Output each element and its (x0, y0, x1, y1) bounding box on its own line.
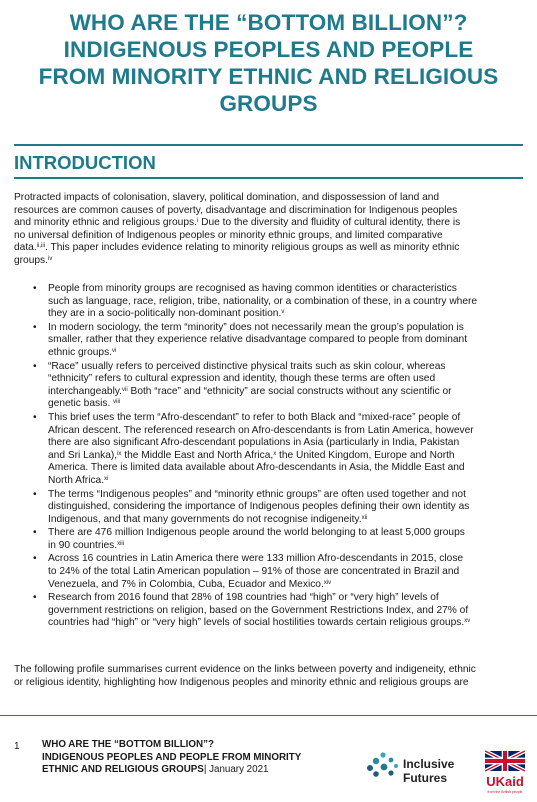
document-title (0, 9, 537, 117)
footnote-ref: viii (113, 399, 121, 406)
section-heading: INTRODUCTION (14, 152, 156, 173)
text-line: distinguished, considering the importance of Indigenous peoples defining their own identity as (48, 501, 470, 513)
union-flag-icon (485, 748, 525, 774)
ukaid-wordmark: UKaid (486, 774, 524, 789)
footnote-ref: xiv (323, 579, 332, 586)
bullet-item (14, 322, 523, 360)
text-line (48, 540, 523, 553)
text-span: Due to the diversity and fluidity of cultural identity, there is (198, 217, 461, 229)
text-line: resources are common causes of poverty, disadvantage and discrimination for Indigenous peoples (14, 204, 458, 216)
wordmark-line: Futures (403, 771, 448, 785)
text-line: The terms “Indigenous peoples” and “minority ethnic groups” are often used together and not (48, 488, 466, 500)
text-line (48, 617, 523, 630)
text-line: African descent. The referenced research on Afro-descendants is from Latin America, however (48, 424, 474, 436)
title-line: GROUPS (219, 91, 318, 116)
text-span: North Africa. (48, 474, 105, 486)
heading-rule-bottom (14, 177, 523, 179)
text-span: genetic basis. (48, 398, 114, 410)
text-line: This brief uses the term “Afro-descendant” to refer to both Black and “mixed-race” people of (48, 411, 461, 423)
text-span: Both “race” and “ethnicity” are social constructs without any scientific or (127, 385, 452, 397)
text-span: in 90 countries. (48, 539, 118, 551)
footnote-ref: ix (117, 450, 122, 457)
text-line (14, 242, 523, 255)
footer-line (42, 764, 301, 777)
footnote-ref: ii,iii (36, 243, 46, 250)
footnote-ref: vi (112, 347, 117, 354)
footnote-ref: iv (47, 255, 53, 262)
bullet-dot: • (33, 527, 37, 539)
bullet-dot: • (33, 321, 37, 333)
footer-date: | January 2021 (203, 764, 269, 775)
ukaid-tagline: from the British people (487, 790, 523, 794)
text-line: Across 16 countries in Latin America there were 133 million Afro-descendants in 2015, close (48, 553, 464, 565)
footer-rule (0, 715, 537, 716)
bullet-item (14, 489, 523, 527)
text-line (14, 255, 523, 268)
text-line (48, 347, 523, 360)
footnote-ref: x (273, 450, 277, 457)
text-line (48, 450, 523, 463)
text-span: ethnic groups. (48, 346, 112, 358)
text-line: no universal definition of Indigenous peoples or minority ethnic groups, and limited comparative (14, 229, 443, 241)
wordmark-line: Inclusive (403, 757, 455, 771)
footer-span: ETHNIC AND RELIGIOUS GROUPS (42, 764, 204, 775)
bullet-item (14, 553, 523, 591)
footnote-ref: i (196, 218, 199, 225)
footnote-ref: v (281, 309, 285, 316)
text-line (48, 386, 523, 399)
text-line (48, 398, 523, 411)
text-span: countries had “high” or “very high” levels of social hostilities towards certain religious groups. (48, 617, 465, 629)
footer-title (42, 739, 301, 777)
page-number: 1 (14, 741, 20, 752)
bullet-dot: • (33, 360, 37, 372)
text-line: there are also significant Afro-descendant populations in Asia (particularly in India, Pakistan (48, 437, 460, 449)
bullet-item (14, 592, 523, 630)
title-line: FROM MINORITY ETHNIC AND RELIGIOUS (38, 64, 499, 89)
text-line: In modern sociology, the term “minority” does not necessarily mean the group’s population is (48, 321, 464, 333)
footer-line: WHO ARE THE “BOTTOM BILLION”? (42, 739, 214, 750)
footer-line: INDIGENOUS PEOPLES AND PEOPLE FROM MINORITY (42, 751, 302, 763)
bullet-list (14, 283, 523, 631)
text-line (14, 217, 523, 230)
bullet-item (14, 283, 523, 321)
text-span: and Sri Lanka), (48, 449, 118, 461)
footnote-ref: xiii (117, 540, 125, 547)
text-line: Research from 2016 found that 28% of 198 countries had “high” or “very high” levels of (48, 592, 439, 604)
bullet-item (14, 361, 523, 411)
text-line: such as language, race, religion, tribe, nationality, or a combination of these, in a country where (48, 295, 478, 307)
bullet-dot: • (33, 488, 37, 500)
text-line: There are 476 million Indigenous people around the world belonging to at least 5,000 groups (48, 527, 465, 539)
text-span: Indigenous, and that many governments do not recognise indigeneity. (48, 513, 362, 525)
footnote-ref: xi (104, 475, 109, 482)
text-span: the Middle East and North Africa, (121, 449, 274, 461)
text-line (48, 475, 523, 488)
inclusive-futures-logo-icon (364, 748, 400, 782)
text-span: data. (14, 242, 37, 254)
bullet-dot: • (33, 553, 37, 565)
text-line: to 24% of the total Latin American population – 91% of those are concentrated in Brazil and (48, 566, 460, 578)
text-line: “Race” usually refers to perceived distinctive physical traits such as skin colour, whereas (48, 360, 446, 372)
text-line (48, 308, 523, 321)
text-span: they are in a socio-politically non-dominant position. (48, 308, 282, 320)
bullet-item (14, 527, 523, 552)
text-line (48, 579, 523, 592)
text-span: Venezuela, and 7% in Colombia, Cuba, Ecuador and Mexico. (48, 578, 324, 590)
text-line: America. There is limited data available about Afro-descendants in Asia, the Middle East and (48, 462, 465, 474)
footnote-ref: xv (464, 618, 471, 625)
title-line: WHO ARE THE “BOTTOM BILLION”? (69, 10, 468, 35)
text-line (48, 514, 523, 527)
bullet-dot: • (33, 592, 37, 604)
text-span: and minority ethnic and religious groups. (14, 217, 197, 229)
bullet-dot: • (33, 283, 37, 294)
bullet-item (14, 412, 523, 488)
text-line: Protracted impacts of colonisation, slavery, political domination, and dispossession of land and (14, 192, 440, 203)
inclusive-futures-wordmark (403, 757, 454, 785)
text-span: the United Kingdom, Europe and North (276, 449, 455, 461)
intro-paragraph (14, 192, 523, 268)
text-span: interchangeably. (48, 385, 123, 397)
text-line: smaller, rather that they experience relative disadvantage compared to people from dominant (48, 334, 468, 346)
text-line: or religious identity, highlighting how Indigenous peoples and minority ethnic and religious groups are (14, 676, 469, 688)
closing-paragraph (14, 664, 523, 689)
text-line: government restrictions on religion, based on the Government Restrictions Index, and 27% of (48, 604, 469, 616)
footnote-ref: vii (122, 386, 128, 393)
bullet-dot: • (33, 411, 37, 423)
text-span: groups. (14, 254, 48, 266)
text-span: . This paper includes evidence relating to minority religious groups as well as minority ethnic (45, 242, 460, 254)
text-line: The following profile summarises current evidence on the links between poverty and indigeneity, ethnic (14, 664, 476, 675)
text-line: “ethnicity” refers to cultural expression and identity, though these terms are often used (48, 373, 436, 385)
title-line: INDIGENOUS PEOPLES AND PEOPLE (63, 37, 474, 62)
heading-rule-top (14, 144, 523, 146)
text-line: People from minority groups are recognised as having common identities or characteristics (48, 283, 457, 294)
footnote-ref: xii (361, 514, 368, 521)
